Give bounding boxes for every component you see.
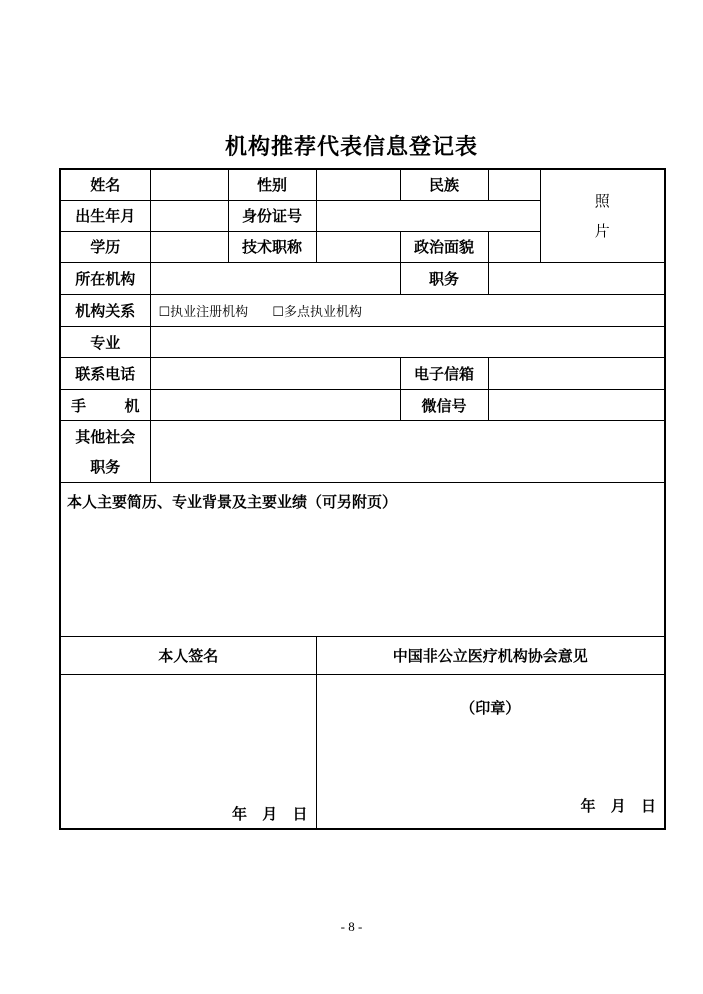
field-position[interactable] <box>488 262 665 294</box>
association-date: 年 月 日 <box>580 797 656 815</box>
field-mobile[interactable] <box>150 390 400 421</box>
checkbox-multi-site-institution[interactable]: ☐多点执业机构 <box>272 304 362 320</box>
association-opinion-header: 中国非公立医疗机构协会意见 <box>316 636 665 674</box>
signature-date: 年 月 日 <box>232 805 308 823</box>
form-title: 机构推荐代表信息登记表 <box>224 135 478 160</box>
field-birth[interactable] <box>150 200 228 231</box>
label-other-social-line2: 职务 <box>90 457 121 476</box>
label-wechat: 微信号 <box>400 390 488 421</box>
field-gender[interactable] <box>316 169 400 200</box>
field-name[interactable] <box>150 169 228 200</box>
label-other-social-duties <box>60 421 150 483</box>
field-education[interactable] <box>150 231 228 262</box>
label-position: 职务 <box>400 262 488 294</box>
label-education: 学历 <box>60 231 150 262</box>
photo-label-1: 照 <box>594 191 610 210</box>
label-political-status: 政治面貌 <box>400 231 488 262</box>
field-tech-title[interactable] <box>316 231 400 262</box>
field-email[interactable] <box>488 358 665 390</box>
seal-label: （印章） <box>460 699 521 717</box>
label-email: 电子信箱 <box>400 358 488 390</box>
field-other-social-duties[interactable] <box>150 421 665 483</box>
org-relation-options <box>150 294 665 326</box>
field-phone[interactable] <box>150 358 400 390</box>
label-id-number: 身份证号 <box>228 200 316 231</box>
label-other-social-line1: 其他社会 <box>75 427 136 446</box>
resume-label: 本人主要简历、专业背景及主要业绩（可另附页） <box>67 493 398 512</box>
label-mobile: 手 机 <box>60 390 150 421</box>
field-id-number[interactable] <box>316 200 540 231</box>
registration-form <box>59 168 666 830</box>
label-specialty: 专业 <box>60 326 150 357</box>
field-political-status[interactable] <box>488 231 540 262</box>
field-wechat[interactable] <box>488 390 665 421</box>
field-institution[interactable] <box>150 262 400 294</box>
photo-label-2: 片 <box>594 221 610 240</box>
field-specialty[interactable] <box>150 326 665 357</box>
association-opinion-area[interactable] <box>316 675 665 830</box>
label-ethnicity: 民族 <box>400 169 488 200</box>
label-phone: 联系电话 <box>60 358 150 390</box>
label-tech-title: 技术职称 <box>228 231 316 262</box>
checkbox-registered-institution[interactable]: ☐执业注册机构 <box>158 304 249 320</box>
label-birth: 出生年月 <box>60 200 150 231</box>
signature-area[interactable] <box>60 675 316 830</box>
signature-header: 本人签名 <box>60 636 316 674</box>
label-name: 姓名 <box>60 169 150 200</box>
photo-box[interactable] <box>540 169 665 262</box>
label-institution: 所在机构 <box>60 262 150 294</box>
resume-section[interactable] <box>60 483 665 636</box>
label-org-relation: 机构关系 <box>60 294 150 326</box>
field-ethnicity[interactable] <box>488 169 540 200</box>
label-gender: 性别 <box>228 169 316 200</box>
page-number: - 8 - <box>340 919 363 934</box>
